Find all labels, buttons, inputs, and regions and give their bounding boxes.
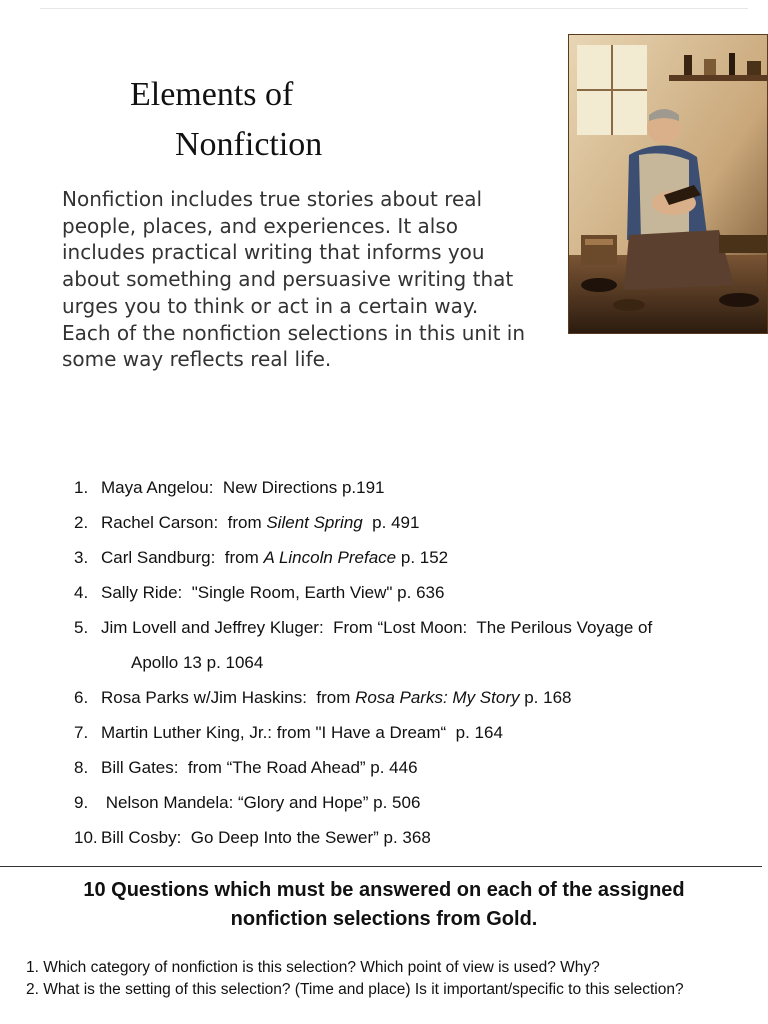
reading-item — [74, 474, 754, 509]
reading-title-italic: A Lincoln Preface — [263, 548, 397, 567]
reading-number: 8. — [74, 758, 89, 777]
reading-text: Rachel Carson: from — [101, 513, 267, 532]
title-line-2: Nonfiction — [175, 126, 323, 163]
intro-paragraph: Nonfiction includes true stories about real people, places, and experiences. It also includes practical writing that informs you about something and persuasive writing that urges you to think or act in a certain way. Each of the nonfiction selections in this unit in some way reflects real life. — [62, 187, 526, 372]
cobbler-painting-image — [568, 34, 768, 334]
reading-number: 5. — [74, 618, 89, 637]
reading-item — [74, 684, 754, 719]
reading-number: 10. — [74, 828, 98, 847]
reading-number: 2. — [74, 513, 89, 532]
reading-text: p. 491 — [362, 513, 420, 532]
reading-item — [74, 824, 754, 859]
reading-item — [74, 789, 754, 824]
reading-text: Sally Ride: "Single Room, Earth View" p. 636 — [101, 583, 445, 602]
reading-number: 3. — [74, 548, 89, 567]
reading-text: Rosa Parks w/Jim Haskins: from — [101, 688, 356, 707]
title-line-1: Elements of — [130, 76, 294, 113]
reading-text: Maya Angelou: New Directions p.191 — [101, 478, 385, 497]
reading-number: 1. — [74, 478, 89, 497]
reading-text: Bill Gates: from “The Road Ahead” p. 446 — [101, 758, 418, 777]
reading-item — [74, 754, 754, 789]
question-item: 1. Which category of nonfiction is this selection? Which point of view is used? Why? — [26, 959, 600, 976]
reading-text: Carl Sandburg: from — [101, 548, 264, 567]
questions-list — [26, 958, 726, 1002]
questions-heading-line-1: 10 Questions which must be answered on each of the assigned — [83, 879, 685, 901]
reading-item — [74, 614, 754, 684]
reading-text: Jim Lovell and Jeffrey Kluger: From “Lost Moon: The Perilous Voyage of — [101, 618, 653, 637]
reading-text: p. 168 — [519, 688, 572, 707]
reading-number: 7. — [74, 723, 89, 742]
reading-number: 6. — [74, 688, 89, 707]
page-title — [130, 70, 322, 170]
reading-item — [74, 544, 754, 579]
reading-text: Bill Cosby: Go Deep Into the Sewer” p. 368 — [101, 828, 431, 847]
reading-item — [74, 579, 754, 614]
question-item: 2. What is the setting of this selection? (Time and place) Is it important/specific to this selection? — [26, 981, 684, 998]
section-divider — [0, 866, 762, 867]
reading-item — [74, 719, 754, 754]
reading-item — [74, 509, 754, 544]
top-rule — [40, 8, 748, 9]
reading-title-italic: Silent Spring — [266, 513, 363, 532]
reading-list — [74, 474, 754, 859]
reading-text: Nelson Mandela: “Glory and Hope” p. 506 — [101, 793, 421, 812]
reading-number: 4. — [74, 583, 89, 602]
questions-heading — [0, 876, 768, 934]
reading-text: Martin Luther King, Jr.: from "I Have a Dream“ p. 164 — [101, 723, 503, 742]
reading-title-italic: Rosa Parks: My Story — [355, 688, 520, 707]
reading-text: p. 152 — [396, 548, 449, 567]
reading-continuation: Apollo 13 p. 1064 — [131, 653, 264, 672]
questions-heading-line-2: nonfiction selections from Gold. — [230, 908, 538, 930]
reading-number: 9. — [74, 793, 89, 812]
